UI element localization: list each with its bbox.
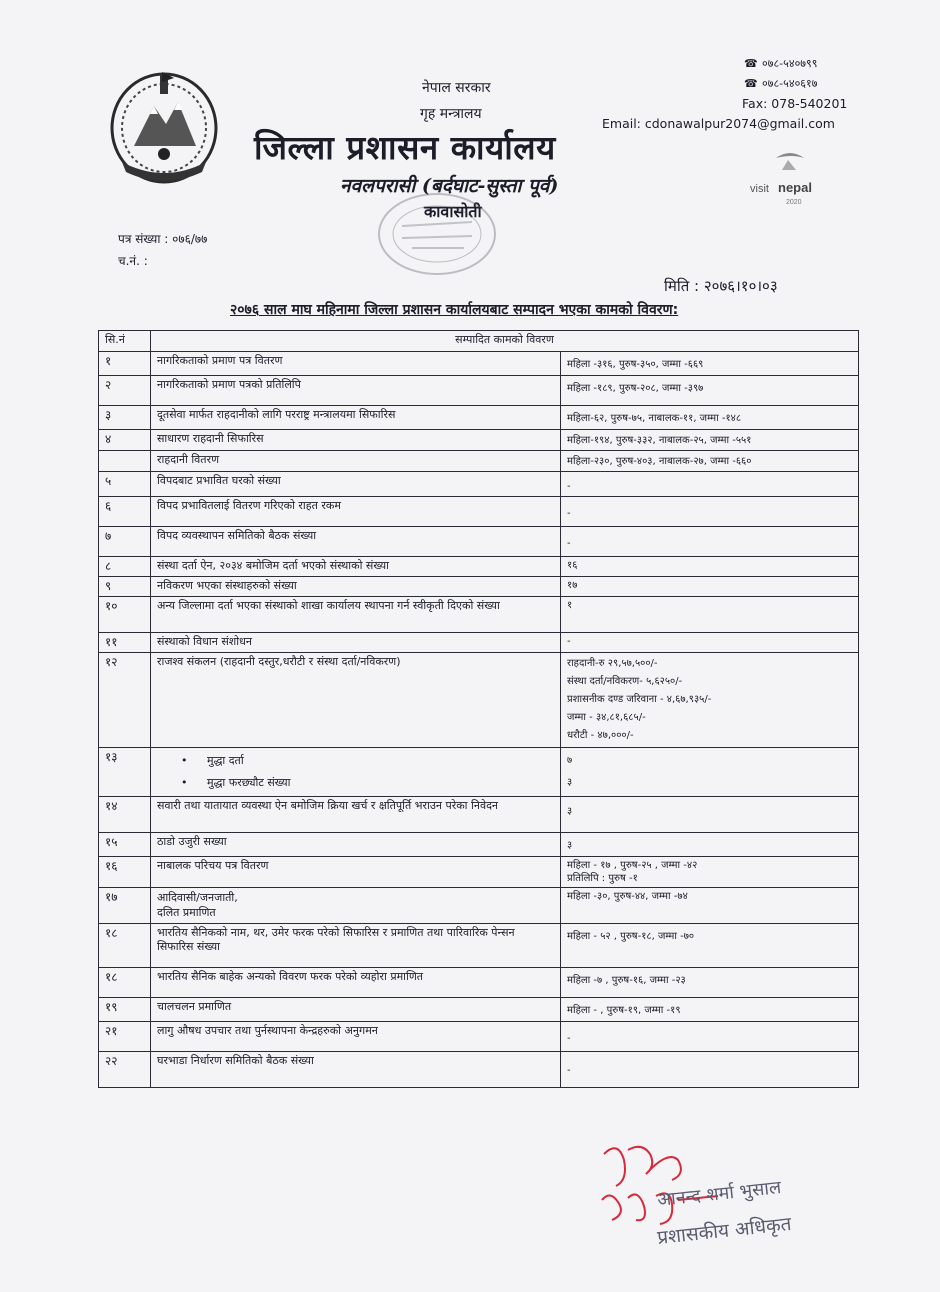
ministry-name: गृह मन्त्रालय bbox=[420, 106, 482, 122]
row-sn: १५ bbox=[99, 833, 151, 857]
row-description: विपदबाट प्रभावित घरको संख्या bbox=[151, 472, 561, 497]
signature-block bbox=[598, 1140, 848, 1270]
fax-number: Fax: 078-540201 bbox=[742, 96, 848, 111]
phone-line-1 bbox=[744, 56, 817, 71]
row-description: नविकरण भएका संस्थाहरुको संख्या bbox=[151, 577, 561, 597]
row-description: साधारण राहदानी सिफारिस bbox=[151, 430, 561, 451]
table-row bbox=[99, 430, 859, 451]
phone-number-2: ०७८-५४०६१७ bbox=[762, 77, 818, 90]
row-sn: १८ bbox=[99, 968, 151, 998]
row-value: महिला -३१६, पुरुष-३५०, जम्मा -६६९ bbox=[561, 352, 859, 376]
column-header-sn: सि.नं bbox=[99, 331, 151, 352]
case-value: ७ bbox=[567, 755, 573, 766]
office-title: जिल्ला प्रशासन कार्यालय bbox=[254, 128, 556, 167]
table-row bbox=[99, 633, 859, 653]
document-subject: २०७६ साल माघ महिनामा जिल्ला प्रशासन कार्यालयबाट सम्पादन भएका कामको विवरण: bbox=[230, 302, 679, 318]
row-description: संस्थाको विधान संशोधन bbox=[151, 633, 561, 653]
table-row bbox=[99, 888, 859, 924]
row-sn: १४ bbox=[99, 797, 151, 833]
row-description: घरभाडा निर्धारण समितिको बैठक संख्या bbox=[151, 1052, 561, 1088]
row-sn: २२ bbox=[99, 1052, 151, 1088]
row-sn: ११ bbox=[99, 633, 151, 653]
row-value: महिला-६२, पुरुष-७५, नाबालक-११, जम्मा -१४८ bbox=[561, 406, 859, 430]
nepal-emblem-logo bbox=[104, 66, 224, 186]
government-name: नेपाल सरकार bbox=[422, 80, 491, 96]
reference-block bbox=[118, 228, 207, 272]
row-value: महिला - १७ , पुरुष-२५ , जम्मा -४२ bbox=[567, 860, 698, 871]
row-value: - bbox=[561, 472, 859, 497]
row-sn: ५ bbox=[99, 472, 151, 497]
revenue-line: राहदानी-रु २९,५७,५००/- bbox=[567, 658, 658, 669]
phone-icon: ☎ bbox=[744, 77, 758, 90]
case-item: • मुद्धा दर्ता bbox=[157, 750, 554, 772]
row-value: महिला-१९४, पुरुष-३३२, नाबालक-२५, जम्मा -५५१ bbox=[561, 430, 859, 451]
row-value: महिला -३०, पुरुष-४४, जम्मा -७४ bbox=[561, 888, 859, 924]
row-sn: २ bbox=[99, 376, 151, 406]
row-sn: ८ bbox=[99, 557, 151, 577]
row-description: आदिवासी/जनजाती, bbox=[157, 891, 238, 904]
row-description: राहदानी वितरण bbox=[151, 451, 561, 472]
headquarters-name: कावासोती bbox=[424, 202, 482, 221]
row-sn bbox=[99, 451, 151, 472]
svg-text:nepal: nepal bbox=[778, 180, 812, 195]
svg-text:2020: 2020 bbox=[786, 199, 802, 206]
row-description: विपद व्यवस्थापन समितिको बैठक संख्या bbox=[151, 527, 561, 557]
table-row bbox=[99, 451, 859, 472]
row-description: नाबालक परिचय पत्र वितरण bbox=[151, 857, 561, 888]
row-sn: १६ bbox=[99, 857, 151, 888]
table-row bbox=[99, 968, 859, 998]
table-row bbox=[99, 472, 859, 497]
table-row bbox=[99, 352, 859, 376]
row-description: नागरिकताको प्रमाण पत्र वितरण bbox=[151, 352, 561, 376]
report-table bbox=[98, 330, 859, 1088]
phone-icon: ☎ bbox=[744, 57, 758, 70]
row-description: विपद प्रभावितलाई वितरण गरिएको राहत रकम bbox=[151, 497, 561, 527]
row-sn: १७ bbox=[99, 888, 151, 924]
table-row bbox=[99, 406, 859, 430]
visit-nepal-logo bbox=[746, 148, 842, 208]
row-value: १ bbox=[561, 597, 859, 633]
row-sn: १९ bbox=[99, 998, 151, 1022]
row-value: महिला -१८९, पुरुष-२०८, जम्मा -३९७ bbox=[561, 376, 859, 406]
letter-number: पत्र संख्या : ०७६/७७ bbox=[118, 232, 208, 246]
table-row bbox=[99, 1022, 859, 1052]
column-header-description: सम्पादित कामको विवरण bbox=[151, 331, 859, 352]
minor-id-values bbox=[561, 857, 859, 888]
phone-number-1: ०७८-५४०७९९ bbox=[762, 57, 818, 70]
row-value: - bbox=[561, 1022, 859, 1052]
table-header-row bbox=[99, 331, 859, 352]
svg-text:visit: visit bbox=[750, 183, 769, 195]
district-name: नवलपरासी (बर्दघाट-सुस्ता पूर्व) bbox=[340, 175, 559, 197]
table-row bbox=[99, 376, 859, 406]
table-row bbox=[99, 924, 859, 968]
email-address: Email: cdonawalpur2074@gmail.com bbox=[602, 116, 835, 131]
row-sn: ९ bbox=[99, 577, 151, 597]
row-sn: २१ bbox=[99, 1022, 151, 1052]
row-value: महिला - , पुरुष-१९, जम्मा -१९ bbox=[561, 998, 859, 1022]
row-description: लागु औषध उपचार तथा पुर्नस्थापना केन्द्रहरुको अनुगमन bbox=[151, 1022, 561, 1052]
row-description: नागरिकताको प्रमाण पत्रको प्रतिलिपि bbox=[151, 376, 561, 406]
row-value: महिला - ५२ , पुरुष-१८, जम्मा -७० bbox=[561, 924, 859, 968]
revenue-line: धरौटी - ४७,०००/- bbox=[567, 730, 634, 741]
table-row bbox=[99, 527, 859, 557]
row-description: अन्य जिल्लामा दर्ता भएका संस्थाको शाखा कार्यालय स्थापना गर्न स्वीकृती दिएको संख्या bbox=[151, 597, 561, 633]
table-row bbox=[99, 557, 859, 577]
case-values bbox=[561, 748, 859, 797]
table-row bbox=[99, 497, 859, 527]
row-description: दूतसेवा मार्फत राहदानीको लागि परराष्ट्र मन्त्रालयमा सिफारिस bbox=[151, 406, 561, 430]
row-value: महिला -७ , पुरुष-१६, जम्मा -२३ bbox=[561, 968, 859, 998]
row-value: ३ bbox=[561, 833, 859, 857]
row-description: भारतिय सैनिक बाहेक अन्यको विवरण फरक परेको व्यहोरा प्रमाणित bbox=[151, 968, 561, 998]
table-row bbox=[99, 797, 859, 833]
row-value-copy: प्रतिलिपि : पुरुष -१ bbox=[567, 873, 638, 884]
row-value: - bbox=[561, 1052, 859, 1088]
dispatch-number: च.नं. : bbox=[118, 254, 148, 268]
row-sn: ३ bbox=[99, 406, 151, 430]
row-sn: १ bbox=[99, 352, 151, 376]
cases-list bbox=[151, 748, 561, 797]
table-row bbox=[99, 577, 859, 597]
table-row bbox=[99, 1052, 859, 1088]
document-date: मिति : २०७६।१०।०३ bbox=[664, 277, 778, 295]
row-description-block bbox=[151, 888, 561, 924]
row-sn: ७ bbox=[99, 527, 151, 557]
row-sn: ४ bbox=[99, 430, 151, 451]
cases-row bbox=[99, 748, 859, 797]
revenue-line: जम्मा - ३४,८१,६८५/- bbox=[567, 712, 646, 723]
row-value: ३ bbox=[561, 797, 859, 833]
row-sn: ६ bbox=[99, 497, 151, 527]
revenue-row bbox=[99, 653, 859, 748]
case-value: ३ bbox=[567, 777, 573, 788]
table-row bbox=[99, 998, 859, 1022]
row-description-2: दलित प्रमाणित bbox=[157, 906, 216, 919]
row-sn: १२ bbox=[99, 653, 151, 748]
table-row bbox=[99, 833, 859, 857]
row-value: - bbox=[561, 497, 859, 527]
row-value: - bbox=[561, 633, 859, 653]
signatory-name: आनन्द शर्मा भुसाल bbox=[656, 1177, 783, 1211]
row-value: - bbox=[561, 527, 859, 557]
row-value: १६ bbox=[561, 557, 859, 577]
signatory-title: प्रशासकीय अधिकृत bbox=[656, 1213, 793, 1249]
row-description: राजश्व संकलन (राहदानी दस्तुर,धरौटी र संस्था दर्ता/नविकरण) bbox=[151, 653, 561, 748]
row-description: ठाडो उजुरी सख्या bbox=[151, 833, 561, 857]
row-value: महिला-२३०, पुरुष-४०३, नाबालक-२७, जम्मा -६६० bbox=[561, 451, 859, 472]
row-value: १७ bbox=[561, 577, 859, 597]
office-stamp bbox=[372, 186, 502, 282]
row-sn: १० bbox=[99, 597, 151, 633]
row-description: संस्था दर्ता ऐन, २०३४ बमोजिम दर्ता भएको संस्थाको संख्या bbox=[151, 557, 561, 577]
phone-line-2 bbox=[744, 76, 817, 91]
row-description: सवारी तथा यातायात व्यवस्था ऐन बमोजिम क्रिया खर्च र क्षतिपूर्ति भराउन परेका निवेदन bbox=[151, 797, 561, 833]
row-description: भारतिय सैनिकको नाम, थर, उमेर फरक परेको सिफारिस र प्रमाणित तथा पारिवारिक पेन्सन सिफारिस संख्या bbox=[151, 924, 561, 968]
table-row bbox=[99, 597, 859, 633]
row-description: चालचलन प्रमाणित bbox=[151, 998, 561, 1022]
case-item: • मुद्धा फरछ्यौट संख्या bbox=[157, 772, 554, 794]
row-sn: १३ bbox=[99, 748, 151, 797]
revenue-line: प्रशासनीक दण्ड जरिवाना - ४,६७,९३५/- bbox=[567, 694, 712, 705]
revenue-line: संस्था दर्ता/नविकरण- ५,६२५०/- bbox=[567, 676, 683, 687]
row-sn: १८ bbox=[99, 924, 151, 968]
table-row bbox=[99, 857, 859, 888]
revenue-breakdown bbox=[561, 653, 859, 748]
